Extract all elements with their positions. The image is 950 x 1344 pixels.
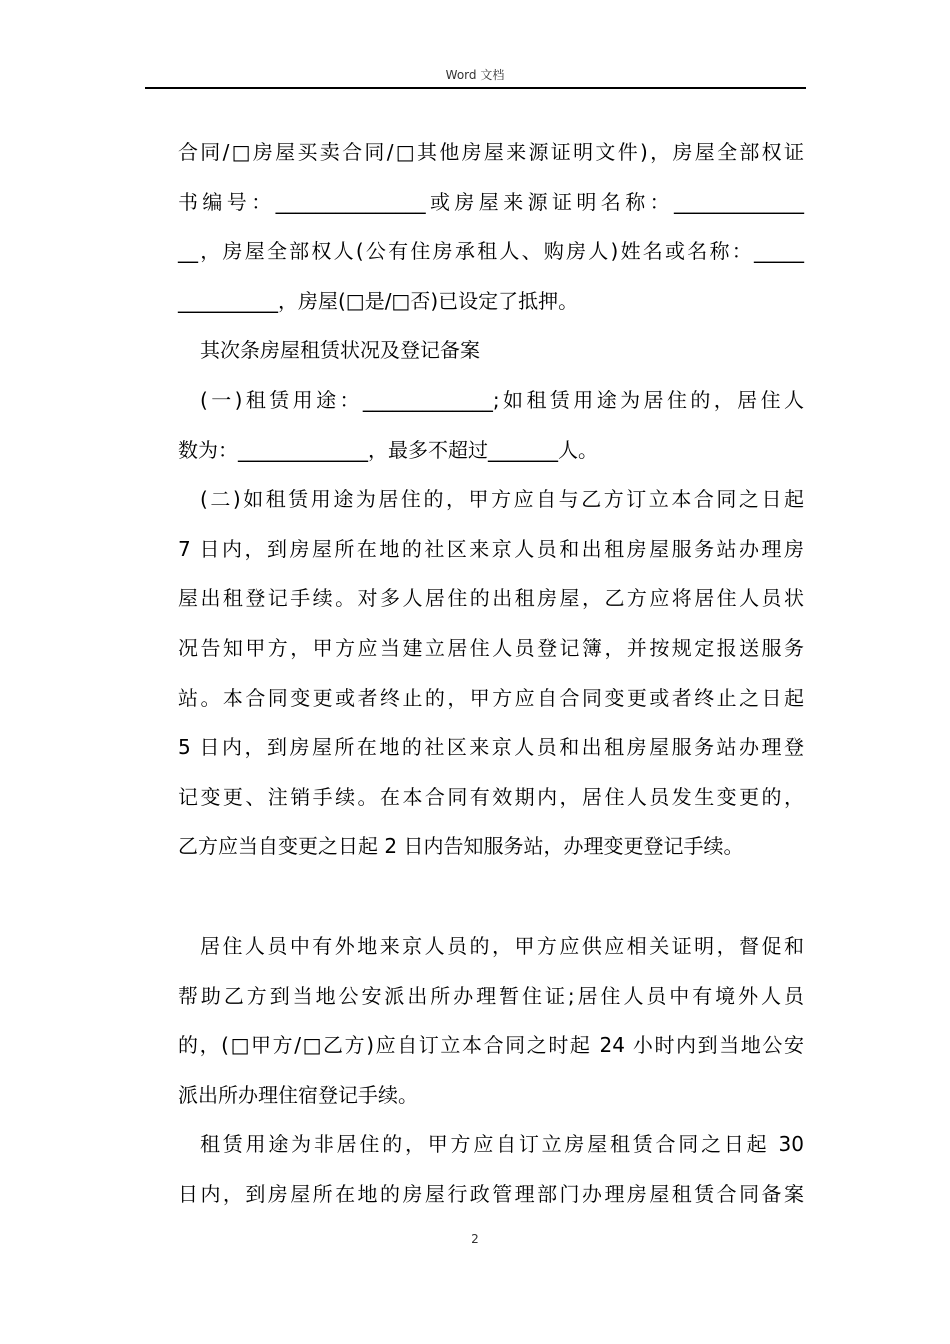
section-heading: 其次条房屋租赁状况及登记备案 xyxy=(200,338,480,363)
text-line: 7 日内，到房屋所在地的社区来京人员和出租房屋服务站办理房 xyxy=(178,536,804,561)
text-line: 记变更、注销手续。在本合同有效期内，居住人员发生变更的， xyxy=(178,784,804,809)
text-line: 租赁用途为非居住的，甲方应自订立房屋租赁合同之日起 30 xyxy=(200,1132,804,1157)
text-line: 乙方应当自变更之日起 2 日内告知服务站，办理变更登记手续。 xyxy=(178,834,744,859)
text-line: 况告知甲方，甲方应当建立居住人员登记簿，并按规定报送服务 xyxy=(178,635,804,660)
header-divider xyxy=(145,87,806,89)
text-line: __________，房屋(□是/□否)已设定了抵押。 xyxy=(178,288,579,313)
document-body xyxy=(178,128,804,1219)
text-line: 派出所办理住宿登记手续。 xyxy=(178,1082,418,1107)
text-line: 居住人员中有外地来京人员的，甲方应供应相关证明，督促和 xyxy=(200,933,804,958)
text-line: (一)租赁用途：_____________;如租赁用途为居住的，居住人 xyxy=(200,387,804,412)
text-line: 站。本合同变更或者终止的，甲方应自合同变更或者终止之日起 xyxy=(178,685,804,710)
text-line: (二)如租赁用途为居住的，甲方应自与乙方订立本合同之日起 xyxy=(200,487,804,512)
text-line: 合同/□房屋买卖合同/□其他房屋来源证明文件)，房屋全部权证 xyxy=(178,140,804,164)
text-line: 帮助乙方到当地公安派出所办理暂住证;居住人员中有境外人员 xyxy=(178,983,804,1008)
text-line: 数为：_____________，最多不超过_______人。 xyxy=(178,437,598,462)
text-line: 的，(□甲方/□乙方)应自订立本合同之时起 24 小时内到当地公安 xyxy=(178,1033,804,1058)
text-line: 日内，到房屋所在地的房屋行政管理部门办理房屋租赁合同备案 xyxy=(178,1181,804,1206)
page-header: Word 文档 xyxy=(445,68,505,82)
page-number: 2 xyxy=(471,1232,479,1246)
text-line: __，房屋全部权人(公有住房承租人、购房人)姓名或名称：_____ xyxy=(178,239,804,264)
text-line: 屋出租登记手续。对多人居住的出租房屋，乙方应将居住人员状 xyxy=(178,586,804,611)
paragraph-gap xyxy=(178,872,804,922)
text-line: 书编号：_______________或房屋来源证明名称：_____________ xyxy=(178,189,804,214)
text-line: 5 日内，到房屋所在地的社区来京人员和出租房屋服务站办理登 xyxy=(178,735,804,760)
